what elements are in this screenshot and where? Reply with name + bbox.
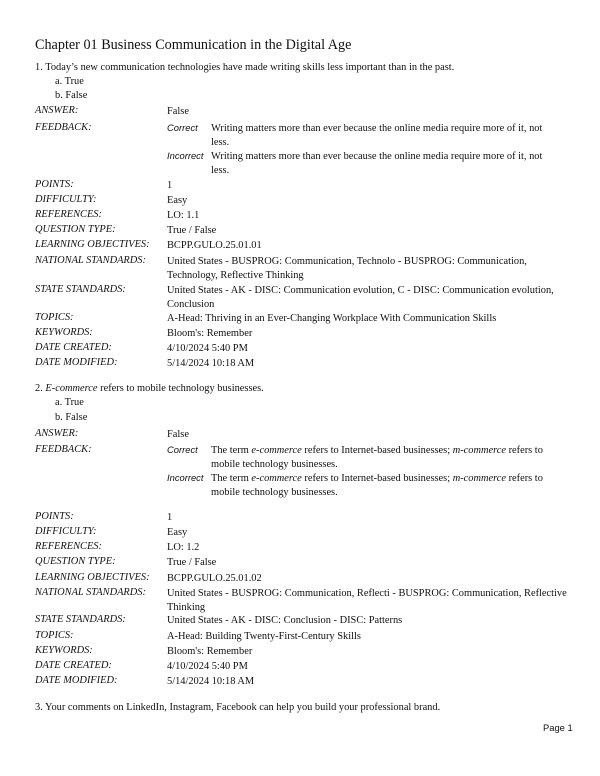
q2-answer-label: ANSWER: (35, 428, 79, 439)
q1-learning-objectives-value: BCPP.GULO.25.01.01 (167, 240, 262, 251)
question-1-option-a: a. True (55, 76, 84, 87)
q1-date-modified-value: 5/14/2024 10:18 AM (167, 358, 255, 369)
q1-points-value: 1 (167, 180, 173, 191)
q2-feedback-incorrect-tag: Incorrect (167, 472, 204, 483)
q1-keywords-label: KEYWORDS: (35, 327, 93, 338)
q2-date-created-label: DATE CREATED: (35, 660, 112, 671)
q2-topics-value: A-Head: Building Twenty-First-Century Skills (167, 631, 361, 642)
q1-answer-value: False (167, 106, 189, 117)
q2-references-value: LO: 1.2 (167, 542, 200, 553)
q2-feedback-label: FEEDBACK: (35, 444, 92, 455)
question-2-option-a: a. True (55, 397, 84, 408)
q1-answer-label: ANSWER: (35, 105, 79, 116)
question-1-number: 1. (35, 62, 43, 73)
question-2-stem: refers to mobile technology businesses. (97, 383, 264, 394)
q1-national-standards-label: NATIONAL STANDARDS: (35, 255, 146, 266)
q2-keywords-value: Bloom's: Remember (167, 646, 253, 657)
q1-points-label: POINTS: (35, 179, 74, 190)
q2-difficulty-value: Easy (167, 527, 188, 538)
q1-state-standards-label: STATE STANDARDS: (35, 284, 126, 295)
document-title: Chapter 01 Business Communication in the Digital Age (35, 37, 352, 53)
q1-learning-objectives-label: LEARNING OBJECTIVES: (35, 239, 150, 250)
q2-topics-label: TOPICS: (35, 630, 74, 641)
question-1-stem: Today’s new communication technologies have made writing skills less important than in the past. (45, 62, 455, 73)
q2-question-type-label: QUESTION TYPE: (35, 556, 116, 567)
q2-national-standards-label: NATIONAL STANDARDS: (35, 587, 146, 598)
question-2-text (35, 383, 264, 394)
question-1-option-b: b. False (55, 90, 88, 101)
q2-date-modified-label: DATE MODIFIED: (35, 675, 118, 686)
q2-learning-objectives-label: LEARNING OBJECTIVES: (35, 572, 150, 583)
question-3-number: 3. (35, 702, 43, 713)
q1-topics-label: TOPICS: (35, 312, 74, 323)
q1-question-type-label: QUESTION TYPE: (35, 224, 116, 235)
q2-date-created-value: 4/10/2024 5:40 PM (167, 661, 248, 672)
q2-question-type-value: True / False (167, 557, 217, 568)
question-3-stem: Your comments on LinkedIn, Instagram, Facebook can help you build your professional brand. (45, 702, 441, 713)
question-2-number: 2. (35, 383, 43, 394)
q2-keywords-label: KEYWORDS: (35, 645, 93, 656)
q1-date-modified-label: DATE MODIFIED: (35, 357, 118, 368)
q1-question-type-value: True / False (167, 225, 217, 236)
q2-feedback-correct-tag: Correct (167, 444, 198, 455)
q1-feedback-label: FEEDBACK: (35, 122, 92, 133)
q1-feedback-incorrect-text: Writing matters more than ever because the online media require more of it, not less. (211, 151, 543, 176)
question-1-text (35, 62, 454, 73)
q1-references-value: LO: 1.1 (167, 210, 200, 221)
question-3-text (35, 702, 440, 713)
q1-references-label: REFERENCES: (35, 209, 102, 220)
question-2-term: E-commerce (45, 383, 98, 394)
q2-answer-value: False (167, 429, 189, 440)
q2-learning-objectives-value: BCPP.GULO.25.01.02 (167, 573, 262, 584)
q1-date-created-label: DATE CREATED: (35, 342, 112, 353)
q1-feedback-correct-text: Writing matters more than ever because the online media require more of it, not less. (211, 123, 543, 148)
q2-state-standards-label: STATE STANDARDS: (35, 614, 126, 625)
q2-difficulty-label: DIFFICULTY: (35, 526, 97, 537)
q2-state-standards-value: United States - AK - DISC: Conclusion - DISC: Patterns (167, 615, 403, 626)
q2-references-label: REFERENCES: (35, 541, 102, 552)
question-2-option-b: b. False (55, 412, 88, 423)
q1-topics-value: A-Head: Thriving in an Ever-Changing Workplace With Communication Skills (167, 313, 497, 324)
q2-national-standards-value: United States - BUSPROG: Communication, Reflecti - BUSPROG: Communication, Reflective Thinking (167, 588, 567, 613)
q2-feedback-incorrect-text: The term e-commerce refers to Internet-based businesses; m-commerce refers to mobile technology businesses. (211, 473, 543, 498)
q2-date-modified-value: 5/14/2024 10:18 AM (167, 676, 255, 687)
q1-state-standards-value: United States - AK - DISC: Communication evolution, C - DISC: Communication evolution, Conclusion (167, 285, 554, 310)
q2-points-label: POINTS: (35, 511, 74, 522)
q2-feedback-correct-text: The term e-commerce refers to Internet-based businesses; m-commerce refers to mobile technology businesses. (211, 445, 543, 470)
q1-date-created-value: 4/10/2024 5:40 PM (167, 343, 248, 354)
q1-national-standards-value: United States - BUSPROG: Communication, Technolo - BUSPROG: Communication, Technology, Reflective Thinking (167, 256, 527, 281)
q1-keywords-value: Bloom's: Remember (167, 328, 253, 339)
q1-feedback-incorrect-tag: Incorrect (167, 150, 204, 161)
q1-feedback-correct-tag: Correct (167, 122, 198, 133)
q1-difficulty-value: Easy (167, 195, 188, 206)
q1-difficulty-label: DIFFICULTY: (35, 194, 97, 205)
page-number: Page 1 (543, 722, 573, 733)
q2-points-value: 1 (167, 512, 173, 523)
